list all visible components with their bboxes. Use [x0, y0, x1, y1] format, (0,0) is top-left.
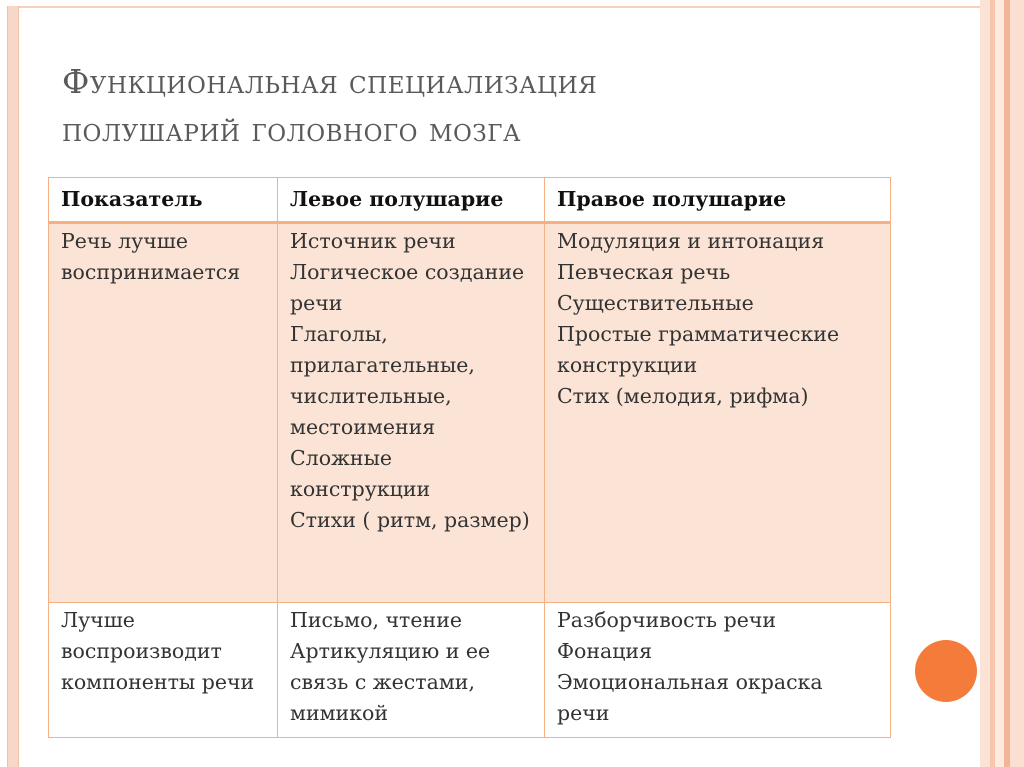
- stripe: [1010, 0, 1024, 767]
- specialization-table: [48, 177, 891, 738]
- cell-right-hemisphere: [545, 223, 891, 603]
- cell-left-hemisphere: [278, 603, 545, 738]
- cell-line: Письмо, чтение: [290, 608, 462, 632]
- table-header-row: [49, 178, 891, 223]
- title-line-1: Функциональная специализация: [62, 62, 598, 101]
- cell-line: Простые грамматические конструкции: [557, 322, 840, 377]
- cell-line: Артикуляцию и ее связь с жестами, мимикой: [290, 639, 491, 725]
- decorative-circle: [915, 640, 977, 702]
- title-line-2: полушарий головного мозга: [62, 110, 521, 149]
- cell-right-hemisphere: [545, 603, 891, 738]
- cell-line: Стихи ( ритм, размер): [290, 508, 530, 532]
- decorative-stripes: [980, 0, 1024, 767]
- cell-indicator: Речь лучше воспринимается: [49, 223, 278, 603]
- cell-line: Стих (мелодия, рифма): [557, 384, 809, 408]
- cell-line: Существительные: [557, 291, 754, 315]
- cell-line: Сложные конструкции: [290, 446, 431, 501]
- cell-line: Глаголы, прилагательные, числительные, местоимения: [290, 322, 475, 439]
- cell-line: Логическое создание речи: [290, 260, 525, 315]
- header-left-hemisphere: Левое полушарие: [278, 178, 545, 223]
- stripe: [995, 0, 1004, 767]
- cell-line: Разборчивость речи: [557, 608, 777, 632]
- stripe: [980, 0, 990, 767]
- cell-line: Певческая речь: [557, 260, 731, 284]
- table-row: [49, 603, 891, 738]
- header-right-hemisphere: Правое полушарие: [545, 178, 891, 223]
- header-indicator: Показатель: [49, 178, 278, 223]
- cell-line: Фонация: [557, 639, 653, 663]
- cell-line: Источник речи: [290, 229, 456, 253]
- cell-line: Эмоциональная окраска речи: [557, 670, 823, 725]
- slide-title: [62, 58, 922, 154]
- cell-left-hemisphere: [278, 223, 545, 603]
- table-row: [49, 223, 891, 603]
- slide-left-border: [7, 6, 19, 767]
- cell-indicator: Лучше воспроизводит компоненты речи: [49, 603, 278, 738]
- cell-line: Модуляция и интонация: [557, 229, 825, 253]
- slide-top-border: [7, 6, 982, 8]
